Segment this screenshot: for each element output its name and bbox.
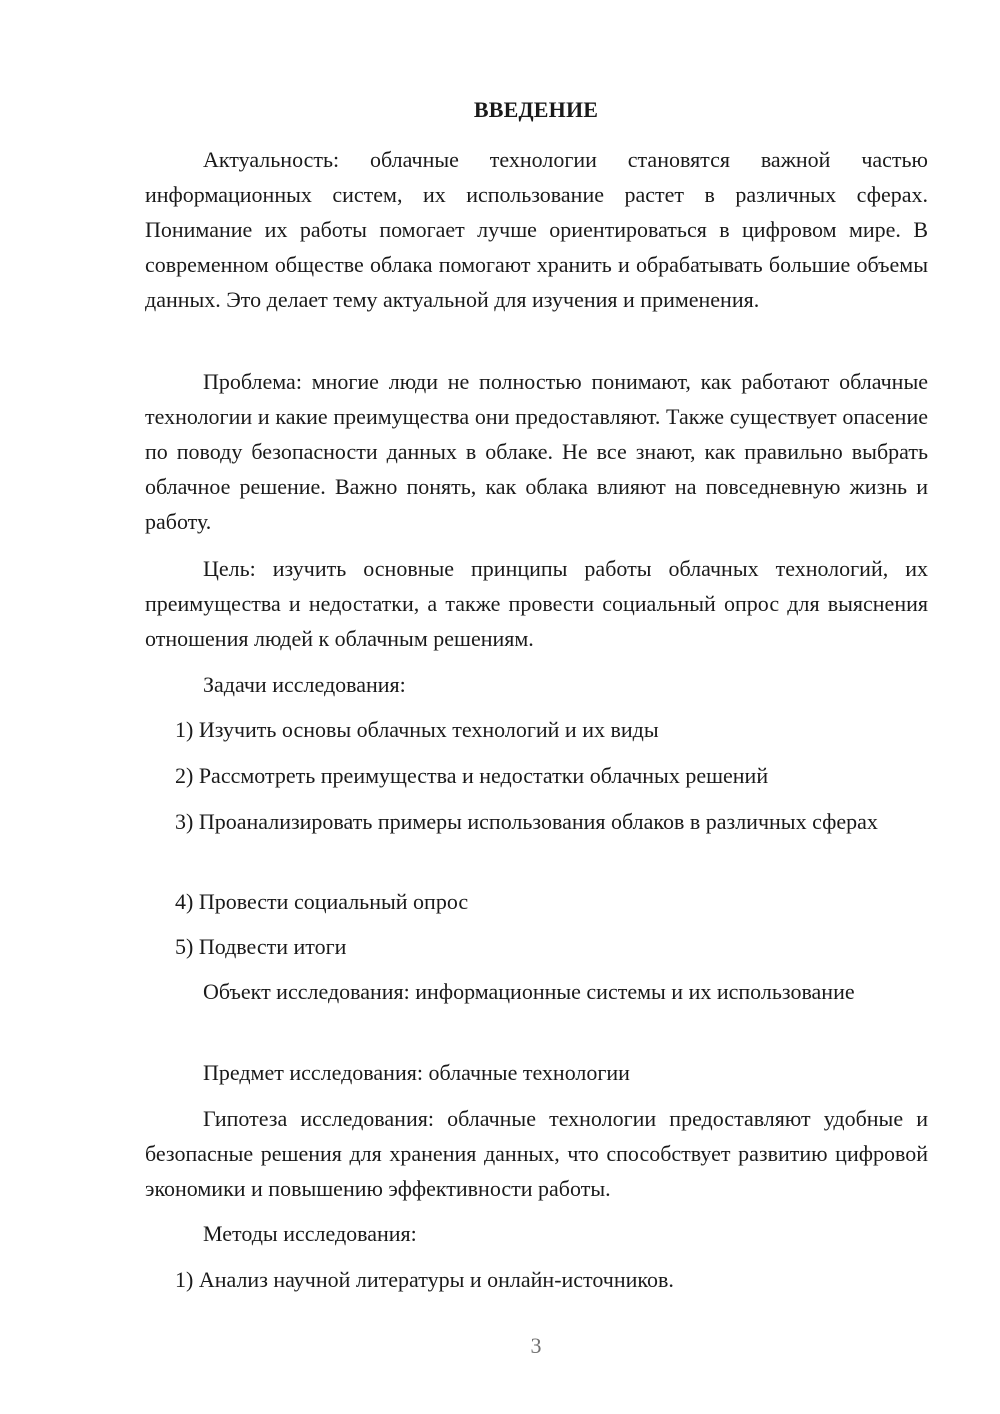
paragraph-goal: Цель: изучить основные принципы работы облачных технологий, их преимущества и недостатки, а также провести социальный опрос для выяснения отношения людей к облачным решениям. bbox=[145, 556, 928, 651]
task-item-1: 1) Изучить основы облачных технологий и их виды bbox=[175, 717, 659, 742]
paragraph-problem: Проблема: многие люди не полностью понимают, как работают облачные технологии и какие преимущества они предоставляют. Также существует опасение по поводу безопасности данных в облаке. Не все знают, как правильно выбрать облачное решение. Важно понять, как облака влияют на повседневную жизнь и работу. bbox=[145, 369, 928, 534]
paragraph-object: Объект исследования: информационные системы и их использование bbox=[203, 979, 855, 1004]
tasks-heading: Задачи исследования: bbox=[203, 672, 406, 697]
task-item-2: 2) Рассмотреть преимущества и недостатки облачных решений bbox=[175, 763, 769, 788]
paragraph-relevance: Актуальность: облачные технологии становятся важной частью информационных систем, их использование растет в различных сферах. Понимание их работы помогает лучше ориентироваться в цифровом мире. В современном обществе облака помогают хранить и обрабатывать большие объемы данных. Это делает тему актуальной для изучения и применения. bbox=[145, 147, 928, 312]
section-title: ВВЕДЕНИЕ bbox=[473, 97, 599, 122]
method-item-1: 1) Анализ научной литературы и онлайн-источников. bbox=[175, 1267, 674, 1292]
task-item-5: 5) Подвести итоги bbox=[175, 934, 347, 959]
task-item-4: 4) Провести социальный опрос bbox=[175, 889, 469, 914]
page-number: 3 bbox=[530, 1333, 542, 1358]
paragraph-subject: Предмет исследования: облачные технологии bbox=[203, 1060, 630, 1085]
methods-heading: Методы исследования: bbox=[203, 1221, 417, 1246]
paragraph-hypothesis: Гипотеза исследования: облачные технологии предоставляют удобные и безопасные решения для хранения данных, что способствует развитию цифровой экономики и повышению эффективности работы. bbox=[145, 1106, 928, 1201]
task-item-3: 3) Проанализировать примеры использования облаков в различных сферах bbox=[175, 809, 878, 834]
